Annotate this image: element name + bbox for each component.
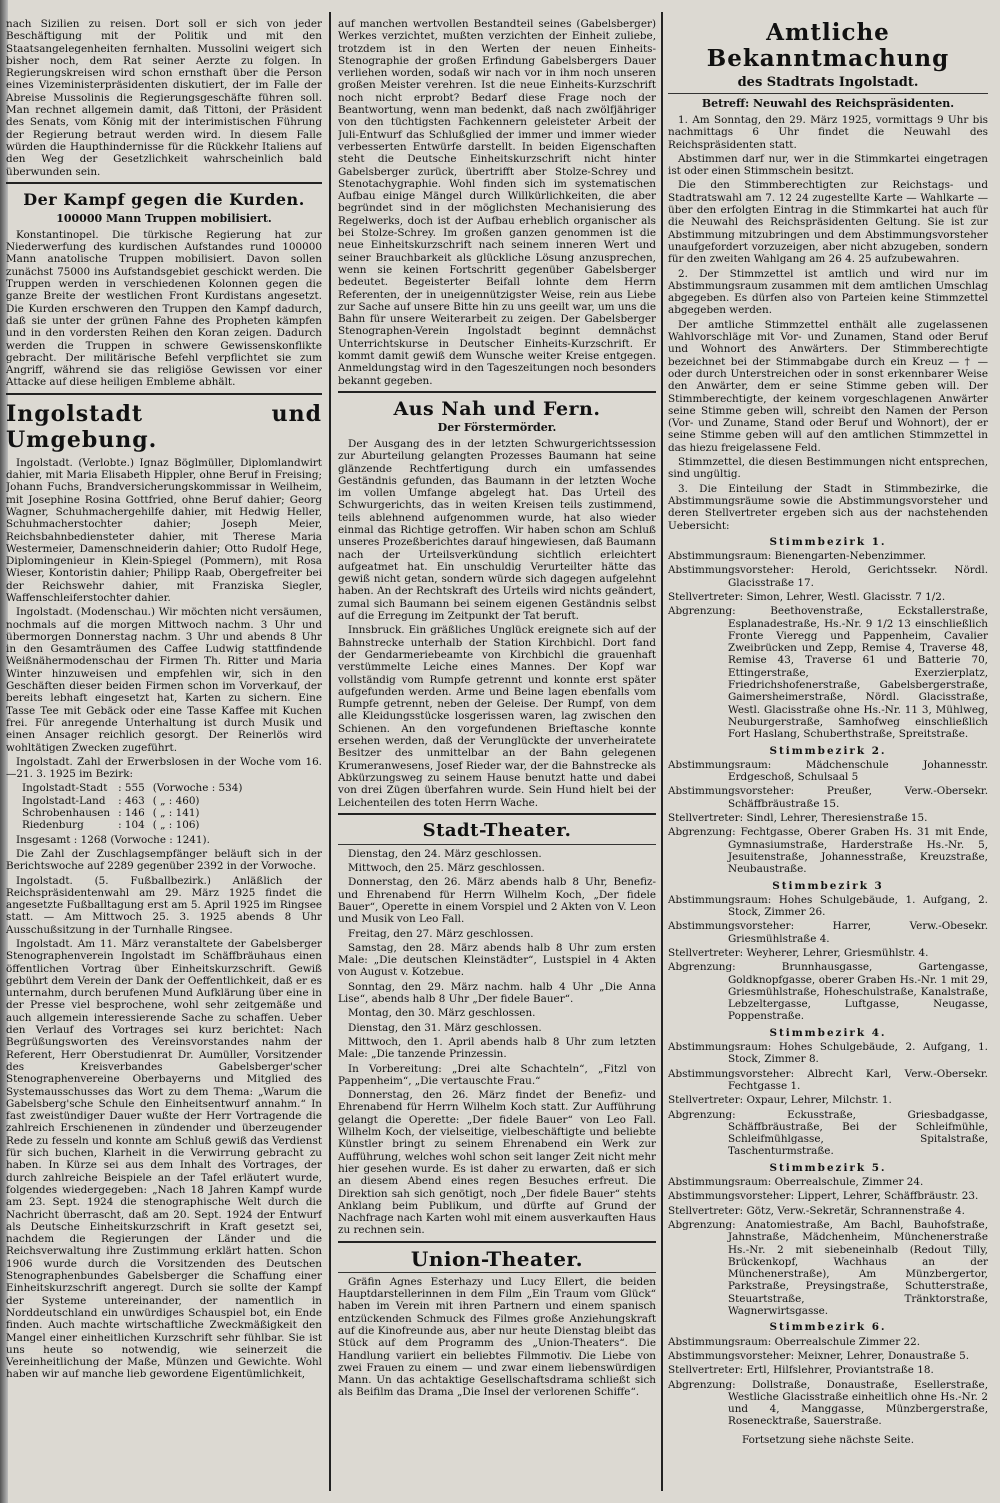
column-rule — [661, 12, 663, 1491]
district-line: Stellvertreter: Sindl, Lehrer, Theresienstraße 15. — [668, 812, 928, 825]
table-cell: (Vorwoche : 534) — [152, 782, 243, 795]
district-line: Abstimmungsvorsteher: Meixner, Lehrer, Donaustraße 5. — [668, 1349, 970, 1362]
section-headline: Aus Nah und Fern. — [393, 397, 601, 420]
divider — [338, 391, 656, 393]
notice-text: 1. Am Sonntag, den 29. März 1925, vormittags 9 Uhr bis nachmittags 6 Uhr findet die Neuwahl des Reichspräsidenten statt. — [668, 114, 988, 151]
divider — [338, 813, 656, 815]
theater-line: Dienstag, den 31. März geschlossen. — [348, 1021, 542, 1034]
article-subheadline: Der Förstermörder. — [437, 420, 557, 434]
notice-subject: Betreff: Neuwahl des Reichspräsidenten. — [701, 97, 955, 110]
table-row — [18, 782, 246, 794]
theater-line: Mittwoch, den 25. März geschlossen. — [348, 862, 545, 875]
table-row — [18, 795, 246, 807]
article-text: nach Sizilien zu reisen. Dort soll er sich von jeder Beschäftigung mit der Politik und mit den Staatsangelegenheiten fernhalten. Mussolini weigert sich bisher noch, dem Rat seiner Aerzte zu folgen. In Regierungskreisen wird schon ernsthaft über die Person eines Vizeministerpräsidenten diskutiert, der im Falle der Abreise Mussolinis die Regierungsgeschäfte führen soll. Man rechnet allgemein damit, daß Tittoni, der Präsident des Senats, vom König mit der interimistischen Führung der Regierung betraut werden wird. In diesem Falle würden die Haupthindernisse für die Rückkehr Italiens auf den Weg der Gesetzlichkeit wahrscheinlich bald überwunden sein. — [6, 18, 322, 178]
district-line: Abstimmungsraum: Oberrealschule Zimmer 22. — [668, 1335, 920, 1348]
district-line: Abstimmungsraum: Bienengarten-Nebenzimmer. — [668, 550, 927, 563]
table-row — [18, 807, 246, 819]
voting-district-6 — [668, 1321, 988, 1427]
district-line: Abstimmungsraum: Oberrealschule, Zimmer 24. — [668, 1176, 924, 1189]
voting-district-4 — [668, 1027, 988, 1158]
column-2 — [338, 18, 656, 1489]
district-heading: Stimmbezirk 4. — [769, 1026, 887, 1039]
district-line: Abstimmungsvorsteher: Albrecht Karl, Verw.-Obersekr. Fechtgasse 1. — [668, 1067, 988, 1092]
district-heading: Stimmbezirk 2. — [769, 744, 887, 757]
table-cell: Ingolstadt-Land — [22, 794, 106, 807]
article-text: Insgesamt : 1268 (Vorwoche : 1241). — [16, 833, 210, 846]
divider — [6, 182, 322, 184]
article-text: Ingolstadt. Zahl der Erwerbslosen in der Woche vom 16.—21. 3. 1925 im Bezirk: — [6, 755, 322, 781]
theater-line: Freitag, den 27. März geschlossen. — [348, 927, 534, 940]
article-headline: Der Kampf gegen die Kurden. — [23, 189, 305, 209]
table-cell: ( „ : 141) — [152, 807, 200, 820]
article-subheadline: 100000 Mann Truppen mobilisiert. — [56, 211, 272, 225]
notice-text: 3. Die Einteilung der Stadt in Stimmbezirke, die Abstimmungsräume sowie die Abstimmungsvorsteher und deren Stellvertreter ergeben sich aus der nachstehenden Uebersicht: — [668, 482, 988, 532]
notice-text: Der amtliche Stimmzettel enthält alle zugelassenen Wahlvorschläge mit Vor- und Zunamen, Stand oder Beruf und Wohnort des Anwärters. Der Stimmberechtigte bezeichnet bei der Stimmabgabe durch ein Kreuz — † — oder durch Unterstreichen oder in sonst erkennbarer Weise den Anwärter, dem er seine Stimme geben will. Der Stimmberechtigte, der keinem vorgeschlagenen Anwärter seine Stimme geben will, schreibt den Namen der Person (Vor- und Zuname, Stand oder Beruf und Wohnort), der er seine Stimme geben will auf den amtlichen Stimmzettel in das hiezu freigelassene Feld. — [668, 318, 988, 454]
district-line: Abgrenzung: Fechtgasse, Oberer Graben Hs. 31 mit Ende, Gymnasiumstraße, Harderstraße Hs.-Nr. 5, Jesuitenstraße, Johannesstraße, Kreuzstraße, Neubaustraße. — [668, 826, 988, 876]
column-3 — [668, 18, 988, 1489]
notice-text: 2. Der Stimmzettel ist amtlich und wird nur im Abstimmungsraum zusammen mit dem amtlichen Umschlag abgegeben. Es dürfen also von Parteien keine Stimmzettel abgegeben werden. — [668, 267, 988, 317]
article-text: Die Zahl der Zuschlagsempfänger beläuft sich in der Berichtswoche auf 2289 gegenüber 2392 in der Vorwoche. — [6, 847, 322, 873]
district-heading: Stimmbezirk 5. — [769, 1161, 887, 1174]
district-line: Stellvertreter: Weyherer, Lehrer, Griesmühlstr. 4. — [668, 947, 929, 959]
notice-text: Die den Stimmberechtigten zur Reichstags- und Stadtratswahl am 7. 12 24 zugestellte Karte — Wahlkarte — über den erfolgten Eintrag in die Stimmkartei hat auch für die Neuwahl des Reichspräsidenten Geltung. Sie ist zur Abstimmung mitzubringen und dem Abstimmungsvorsteher unaufgefordert vorzuzeigen, aber nicht abzugeben, sondern für den zweiten Wahlgang am 26 4. 25 aufzubewahren. — [668, 179, 988, 266]
district-heading: Stimmbezirk 3 — [772, 879, 884, 892]
notice-text: Stimmzettel, die diesen Bestimmungen nicht entsprechen, sind ungültig. — [668, 456, 988, 481]
theater-line: In Vorbereitung: „Drei alte Schachteln“, „Fitzl von Pappenheim“, „Die vertauschte Frau.“ — [338, 1062, 656, 1087]
divider — [6, 393, 322, 395]
table-cell: ( „ : 460) — [152, 794, 200, 807]
district-line: Abgrenzung: Anatomiestraße, Am Bachl, Bauhofstraße, Jahnstraße, Mädchenheim, Münchenerstraße Hs.-Nr. 2 mit siebeneinhalb (Redout Tilly, Brückenkopf, Wachhaus an der Münchenerstraße), Am Münzbergertor, Parkstraße, Preysingstraße, Schutterstraße, Steuartstraße, Tränktorstraße, Wagnerwirtsgasse. — [668, 1218, 988, 1318]
district-line: Abstimmungsvorsteher: Preußer, Verw.-Obersekr. Schäffbräustraße 15. — [668, 785, 988, 810]
article-text: Ingolstadt. Am 11. März veranstaltete der Gabelsberger Stenographenverein Ingolstadt im Schäffbräuhaus einen öffentlichen Vortrag über Einheitskurzschrift. Gewiß gebührt dem Verein der Dank der Oeffentlichkeit, daß er es unternahm, durch berufenen Mund Aufklärung über eine in der Presse viel besprochene, wohl sehr zeitgemäße und auch allgemein interessierende Sache zu schaffen. Ueber den Verlauf des Vortrages sei kurz berichtet: Nach Begrüßungsworten des Vereinsvorstandes nahm der Referent, Herr Oberstudienrat Dr. Aumüller, Vorsitzender des Kreisverbandes Gabelsberger'scher Stenographenvereine Oberbayerns und Mitglied des Systemausschusses das Wort zu dem Thema: „Warum die Gabelsberg'sche Schule den Einheitsentwurf annahm.“ In fast zweistündiger Dauer wußte der Herr Vortragende die zahlreich Erschienenen in zündender und überzeugender Rede zu fesseln und konnte am Schluß gewiß das Verdienst für sich buchen, Klarheit in die Verwirrung gebracht zu haben. In Kürze sei aus dem Inhalt des Vortrages, der durch zahlreiche Beispiele an der Tafel erläutert wurde, folgendes wiedergegeben: „Nach 18 Jahren Kampf wurde am 23. Sept. 1924 die stenographische Welt durch die Nachricht überrascht, daß am 20. Sept. 1924 der Entwurf als Deutsche Einheitskurzschrift in Kraft gesetzt sei, nachdem die Regierungen der Länder und die Reichsverwaltung ihre Zustimmung erklärt hatten. Schon 1906 wurde durch die Vorsitzenden des Deutschen Stenographenbundes Gabelsberger die Schaffung einer Einheitskurzschrift angeregt. Durch sie sollte der Kampf der Systeme untereinander, der namentlich in Norddeutschland ein unwürdiges Schauspiel bot, ein Ende finden. Auch machte wirtschaftliche Zweckmäßigkeit den Mangel einer einheitlichen Kurzschrift sehr fühlbar. Sie ist uns heute so notwendig, wie seinerzeit die Vereinheitlichung der Maße, Münzen und Gewichte. Wohl haben wir auf manche lieb gewordene Eigentümlichkeit, — [6, 938, 322, 1381]
table-cell: : 555 — [118, 782, 145, 795]
theater-line: Montag, den 30. März geschlossen. — [348, 1007, 536, 1020]
column-1 — [6, 18, 322, 1489]
divider — [338, 844, 656, 845]
section-headline: Stadt-Theater. — [422, 819, 572, 841]
table-row — [18, 819, 246, 831]
district-line: Stellvertreter: Ertl, Hilfslehrer, Proviantstraße 18. — [668, 1364, 934, 1377]
section-headline: Ingolstadt und Umgebung. — [6, 400, 322, 453]
district-line: Abstimmungsvorsteher: Herold, Gerichtssekr. Nördl. Glacisstraße 17. — [668, 564, 988, 589]
theater-line: Dienstag, den 24. März geschlossen. — [348, 847, 542, 860]
voting-district-2 — [668, 745, 988, 876]
theater-line: Sonntag, den 29. März nachm. halb 4 Uhr „Die Anna Lise“, abends halb 8 Uhr „Der fidele Bauer“. — [338, 980, 656, 1006]
article-text: Ingolstadt. (Modenschau.) Wir möchten nicht versäumen, nochmals auf die morgen Mittwoch nachm. 3 Uhr und übermorgen Donnerstag nachm. 3 Uhr und abends 8 Uhr in den Gesamträumen des Caffee Ludwig stattfindende Weißnähermodenschau der Firmen Th. Ritter und Maria Winter hinzuweisen und empfehlen wir, sich in den Geschäften dieser beiden Firmen schon im Vorverkauf, der bereits lebhaft eingesetzt hat, Karten zu sichern. Eine Tasse Tee mit Gebäck oder eine Tasse Kaffee mit Kuchen frei. Für anregende Unterhaltung ist durch Musik und einen Ansager reichlich gesorgt. Der Reinerlös wird wohltätigen Zwecken zugeführt. — [6, 606, 322, 754]
table-cell: : 463 — [118, 794, 145, 807]
table-cell: : 104 — [118, 819, 145, 832]
district-heading: Stimmbezirk 6. — [769, 1321, 887, 1334]
notice-subheadline: des Stadtrats Ingolstadt. — [737, 75, 919, 90]
voting-district-1 — [668, 536, 988, 741]
district-line: Abstimmungsraum: Mädchenschule Johannesstr. Erdgeschoß, Schulsaal 5 — [668, 758, 988, 784]
theater-line: Mittwoch, den 1. April abends halb 8 Uhr zum letzten Male: „Die tanzende Prinzessin. — [338, 1035, 656, 1061]
theater-line: Samstag, den 28. März abends halb 8 Uhr zum ersten Male: „Die deutschen Kleinstädter“, Lustspiel in 4 Akten von August v. Kotzebue. — [338, 941, 656, 979]
article-text: Ingolstadt. (Verlobte.) Ignaz Böglmüller, Diplomlandwirt dahier, mit Maria Elisabeth Hippler, ohne Beruf in Freising; Johann Fuchs, Brandversicherungskommissar in Weilheim, mit Josephine Rosina Gottfried, ohne Beruf dahier; Georg Wagner, Schuhmachergehilfe dahier, mit Hedwig Heller, Schuhmacherstochter dahier; Joseph Meier, Reichsbahnbediensteter dahier, mit Therese Maria Westermeier, Damenschneiderin dahier; Otto Rudolf Hege, Diplomingenieur in Klein-Spiegel (Pommern), mit Rosa Wieser, Kontoristin dahier; Philipp Raab, Obergefreiter bei der Reichswehr dahier, mit Franziska Siegler, Waffenschleiferstochter dahier. — [6, 456, 322, 604]
district-line: Abstimmungsraum: Hohes Schulgebäude, 2. Aufgang, 1. Stock, Zimmer 8. — [668, 1041, 988, 1066]
district-line: Stellvertreter: Simon, Lehrer, Westl. Glacisstr. 7 1/2. — [668, 590, 946, 603]
article-text: auf manchen wertvollen Bestandteil seines (Gabelsberger) Werkes verzichtet, mußten verzichten der Einheit zuliebe, trotzdem ist in den Werten der neuen Einheits-Stenographie der großen Erfindung Gabelsbergers Dauer verliehen worden, sodaß wir nach vor in ihm noch unseren großen Meister verehren. Ist die neue Einheits-Kurzschrift noch nicht erprobt? Bedarf diese Frage noch der Beantwortung, wenn man bedenkt, daß nach zwölfjähriger von den tüchtigsten Fachkennern geleisteter Arbeit der Juli-Entwurf das Schlußglied der immer und immer wieder verbesserten Entwürfe darstellt. In beiden Eigenschaften steht die Deutsche Einheitskurzschrift nicht hinter Gabelsberger zurück, übertrifft aber Stolze-Schrey und Stenotachygraphie. Wohl finden sich im systematischen Aufbau einige Mängel durch Willkürlichkeiten, die aber begründet sind in der möglichsten Mechanisierung des Regelwerks, doch ist der Aufbau erheblich organischer als bei Stolze-Schrey. Im großen ganzen genommen ist die neue Einheitskurzschrift nach seinem inneren Wert und seiner Brauchbarkeit als glückliche Lösung anzusprechen, wenn sie keinen Fortschritt gegenüber Gabelsberger bedeutet. Begeisterter Beifall lohnte dem Herrn Referenten, der in uneigennützigster Weise, rein aus Liebe zur Sache auf unsere Bitte hin zu uns geeilt war, um uns die Bahn für unsere Weiterarbeit zu zeigen. Der Gabelsberger Stenographen-Verein Ingolstadt beginnt demnächst Unterrichtskurse in Deutscher Einheits-Kurzschrift. Er kommt damit gewiß dem Wunsche weiter Kreise entgegen. Anmeldungstag wird in den Tageszeitungen noch besonders bekannt gegeben. — [338, 18, 656, 387]
divider — [338, 1272, 656, 1273]
voting-district-3 — [668, 880, 988, 1023]
article-text: Der Ausgang des in der letzten Schwurgerichtssession zur Aburteilung gelangten Prozesses Baumann hat seine glänzende Rechtfertigung durch ein umfassendes Geständnis gefunden, das Baumann in der letzten Woche im vollen Umfange abgelegt hat. Das Urteil des Schwurgerichts, das in weiten Kreisen teils zustimmend, teils ablehnend aufgenommen wurde, hat also wieder einmal das Richtige getroffen. Wir haben schon am Schluß unseres Prozeßberichtes darauf hingewiesen, daß Baumann nach der Urteilsverkündung sichtlich erleichtert aufgeatmet hat. Ein unschuldig Verurteilter hätte das gewiß nicht getan, sondern würde sich dagegen aufgelehnt haben. An der Rechtskraft des Urteils wird nichts geändert, zumal sich Baumann bei seinem eigenen Geständnis selbst auf die Erregung im Zeitpunkt der Tat beruft. — [338, 437, 656, 623]
section-headline: Union-Theater. — [410, 1246, 584, 1271]
column-rule — [329, 12, 331, 1491]
district-line: Abgrenzung: Dollstraße, Donaustraße, Esellerstraße, Westliche Glacisstraße einheitlich ohne Hs.-Nr. 2 und 4, Manggasse, Münzbergerstraße, Rosenecktraße, Sauerstraße. — [668, 1378, 988, 1428]
theater-line: Donnerstag, den 26. März findet der Benefiz- und Ehrenabend für Herrn Wilhelm Koch statt. Zur Aufführung gelangt die Operette: „Der fidele Bauer“ von Leo Fall. Wilhelm Koch, der vielseitige, vielbeschäftigte und beliebte Künstler bringt zu seinem Ehrenabend ein Werk zur Aufführung, welches wohl schon seit langer Zeit nicht mehr hier gesehen wurde. Es ist daher zu erwarten, daß er sich an diesem Abend eines regen Besuches erfreut. Die Direktion sah sich genötigt, noch „Der fidele Bauer“ stehts Anklang beim Publikum, und dürfte auf Grund der Nachfrage nach Karten wohl mit einem ausverkauften Haus zu rechnen sein. — [338, 1089, 656, 1237]
theater-line: Donnerstag, den 26. März abends halb 8 Uhr, Benefiz- und Ehrenabend für Herrn Wilhelm Koch, „Der fidele Bauer“, Operette in einem Vorspiel und 2 Akten von V. Leon und Musik von Leo Fall. — [338, 876, 656, 926]
district-line: Abgrenzung: Brunnhausgasse, Gartengasse, Goldknopfgasse, oberer Graben Hs.-Nr. 1 mit 29, Griesmühlstraße, Hoheschulstraße, Kanalstraße, Lebzeltergasse, Luftgasse, Neugasse, Poppenstraße. — [668, 961, 988, 1023]
continuation-note: Fortsetzung siehe nächste Seite. — [741, 1433, 915, 1446]
article-text: Innsbruck. Ein gräßliches Unglück ereignete sich auf der Bahnstrecke unterhalb der Station Kirchbichl. Dort fand der Gendarmeriebeamte von Kirchbichl die grauenhaft verstümmelte Leiche eines Mannes. Der Kopf war vollständig vom Rumpfe getrennt und konnte erst später aufgefunden werden. Arme und Beine lagen ebenfalls vom Rumpfe getrennt, neben der Geleise. Der Rumpf, von dem alle Kleidungsstücke losgerissen waren, lag zwischen den Schienen. An den vorgefundenen Brieftasche konnte ersehen werden, daß der Verunglückte der unverheiratete Besitzer des unmittelbar an der Bahn gelegenen Krumeranwesens, Josef Rieder war, der die Bahnstrecke als Abkürzungsweg zu seinem Hause benutzt hatte und dabei von drei Zügen überfahren wurde. Sein Hund hielt bei der Leichenteilen des toten Herrn Wache. — [338, 624, 656, 809]
notice-text: Abstimmen darf nur, wer in die Stimmkartei eingetragen ist oder einen Stimmschein besitzt. — [668, 152, 988, 178]
notice-headline: Amtliche Bekanntmachung — [706, 19, 950, 72]
divider — [338, 1241, 656, 1243]
article-text: Gräfin Agnes Esterhazy und Lucy Ellert, die beiden Hauptdarstellerinnen in dem Film „Ein Traum vom Glück“ haben im Verein mit ihren Partnern und einem spanisch entzückenden Schmuck des Filmes große Anziehungskraft auf die Kinofreunde aus, aber nur heute Dienstag bleibt das Stück auf dem Programm des „Union-Theaters“. Die Handlung variiert ein beliebtes Filmmotiv. Die Liebe von zwei Frauen zu einem — und zwar einem liebenswürdigen Mann. Un das achtaktige Gesellschaftsdrama schließt sich als Beifilm das Drama „Die Insel der verlorenen Schiffe“. — [338, 1275, 656, 1399]
unemployment-table — [18, 782, 246, 831]
table-cell: Riedenburg — [22, 819, 84, 832]
district-line: Abstimmungsraum: Hohes Schulgebäude, 1. Aufgang, 2. Stock, Zimmer 26. — [668, 893, 988, 919]
district-line: Stellvertreter: Götz, Verw.-Sekretär, Schrannenstraße 4. — [668, 1204, 965, 1217]
district-line: Abstimmungsvorsteher: Lippert, Lehrer, Schäffbräustr. 23. — [668, 1190, 979, 1203]
table-cell: Ingolstadt-Stadt — [22, 782, 108, 795]
table-cell: Schrobenhausen — [22, 807, 111, 820]
district-line: Abgrenzung: Beethovenstraße, Eckstallerstraße, Esplanadestraße, Hs.-Nr. 9 1/2 13 einschließlich Fronte Vieregg und Pappenheim, Cavalier Zweibrücken und Zepp, Remise 4, Traverse 48, Remise 43, Traverse 61 und Batterie 70, Ettingerstraße, Exerzierplatz, Friedrichshofenerstraße, Gabelsbergerstraße, Gaimersheimerstraße, Nördl. Glacisstraße, Westl. Glacisstraße ohne Hs.-Nr. 11 3, Mühlweg, Neuburgerstraße, Samhofweg einschließlich Fort Haslang, Schuberthstraße, Spreitstraße. — [668, 605, 988, 741]
district-line: Abgrenzung: Eckusstraße, Griesbadgasse, Schäffbräustraße, Bei der Schleifmühle, Schleifmühlgasse, Spitalstraße, Taschenturmstraße. — [668, 1108, 988, 1158]
table-cell: : 146 — [118, 807, 145, 820]
district-line: Stellvertreter: Oxpaur, Lehrer, Milchstr. 1. — [668, 1094, 892, 1107]
district-heading: Stimmbezirk 1. — [769, 535, 887, 548]
voting-district-5 — [668, 1162, 988, 1318]
article-text: Konstantinopel. Die türkische Regierung hat zur Niederwerfung des kurdischen Aufstandes rund 100000 Mann anatolische Truppen mobilisiert. Davon sollen zunächst 75000 ins Aufstandsgebiet geschickt werden. Die Truppen werden in verschiedenen Kolonnen gegen die ganze Breite der westlichen Front Kurdistans angesetzt. Die Kurden erschweren den Truppen den Kampf dadurch, daß sie unter der grünen Fahne des Propheten kämpfen und in den vordersten Reihen den Koran zeigen. Dadurch werden die Truppen in schwere Gewissenskonflikte gebracht. Der militärische Befehl verpflichtet sie zum Angriff, während sie das religiöse Gewissen vor einer Attacke auf diese heiligen Embleme abhält. — [6, 228, 322, 389]
table-cell: ( „ : 106) — [152, 819, 200, 832]
divider — [668, 93, 988, 94]
article-text: Ingolstadt. (5. Fußballbezirk.) Anläßlich der Reichspräsidentenwahl am 29. März 1925 findet die angesetzte Fußballtagung erst am 5. April 1925 im Ringsee statt. — Am Mittwoch 25. 3. 1925 abends 8 Uhr Ausschußsitzung in der Turnhalle Ringsee. — [6, 874, 322, 936]
district-line: Abstimmungsvorsteher: Harrer, Verw.-Obesekr. Griesmühlstraße 4. — [668, 920, 988, 945]
